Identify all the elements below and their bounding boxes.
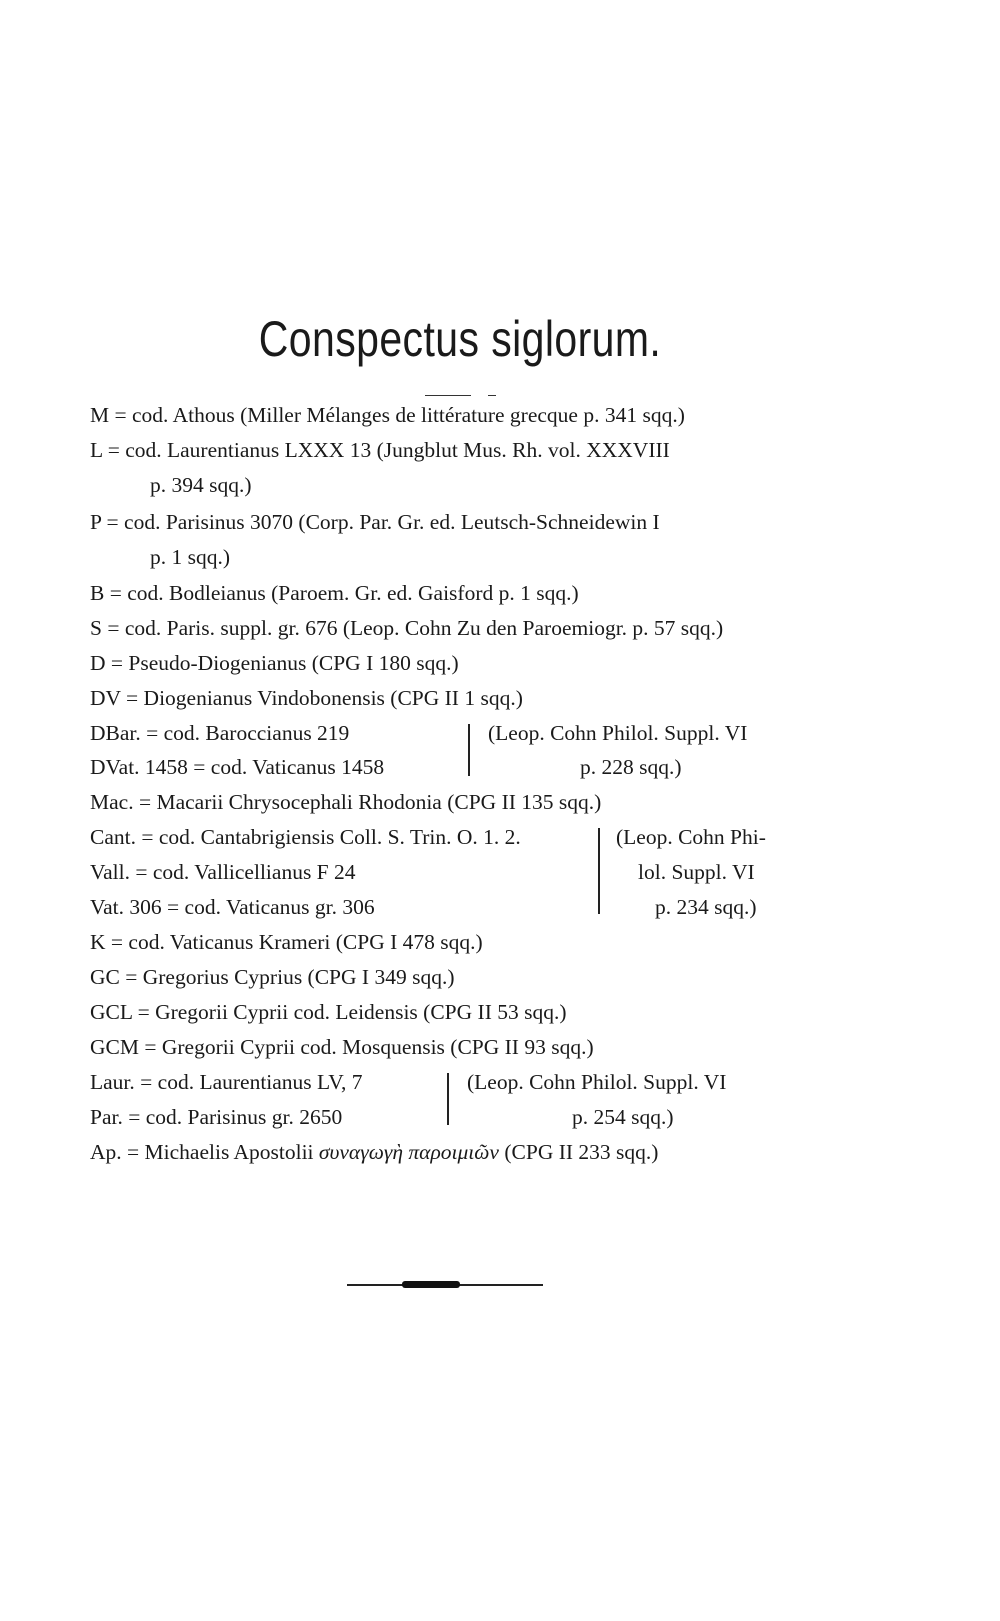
entry-m: M = cod. Athous (Miller Mélanges de littérature grecque p. 341 sqq.) bbox=[90, 403, 685, 427]
entry-dv: DV = Diogenianus Vindobonensis (CPG II 1 sqq.) bbox=[90, 686, 523, 710]
entry-laur: Laur. = cod. Laurentianus LV, 7 bbox=[90, 1070, 363, 1094]
group2-brace bbox=[598, 828, 600, 914]
entry-s: S = cod. Paris. suppl. gr. 676 (Leop. Cohn Zu den Paroemiogr. p. 57 sqq.) bbox=[90, 616, 724, 640]
entry-ap-source: (CPG II 233 sqq.) bbox=[498, 1140, 659, 1164]
entry-d: D = Pseudo-Diogenianus (CPG I 180 sqq.) bbox=[90, 651, 459, 675]
group2-note-line1: (Leop. Cohn Phi- bbox=[616, 825, 766, 849]
entry-dbar: DBar. = cod. Baroccianus 219 bbox=[90, 721, 350, 745]
group1-note-line2: p. 228 sqq.) bbox=[580, 755, 682, 779]
group1-note-line1: (Leop. Cohn Philol. Suppl. VI bbox=[488, 721, 748, 745]
entry-p-continued: p. 1 sqq.) bbox=[150, 545, 231, 569]
title-rule bbox=[425, 395, 471, 396]
group1-brace bbox=[468, 724, 470, 776]
entry-ap bbox=[90, 1139, 658, 1165]
entry-gcl: GCL = Gregorii Cyprii cod. Leidensis (CPG II 53 sqq.) bbox=[90, 1000, 567, 1024]
entry-par: Par. = cod. Parisinus gr. 2650 bbox=[90, 1105, 343, 1129]
entry-ap-greek: συναγωγὴ παροιμιῶν bbox=[318, 1140, 499, 1164]
entry-l: L = cod. Laurentianus LXXX 13 (Jungblut Mus. Rh. vol. XXXVIII bbox=[90, 438, 670, 462]
page-title: Conspectus siglorum. bbox=[258, 311, 662, 367]
title-rule-dot bbox=[488, 395, 496, 396]
group3-brace bbox=[447, 1073, 449, 1125]
entry-k: K = cod. Vaticanus Krameri (CPG I 478 sqq.) bbox=[90, 930, 483, 954]
entry-p: P = cod. Parisinus 3070 (Corp. Par. Gr. ed. Leutsch-Schneidewin I bbox=[90, 510, 660, 534]
group3-note-line2: p. 254 sqq.) bbox=[572, 1105, 674, 1129]
entry-mac: Mac. = Macarii Chrysocephali Rhodonia (CPG II 135 sqq.) bbox=[90, 790, 602, 814]
entry-dvat: DVat. 1458 = cod. Vaticanus 1458 bbox=[90, 755, 385, 779]
entry-gcm: GCM = Gregorii Cyprii cod. Mosquensis (CPG II 93 sqq.) bbox=[90, 1035, 594, 1059]
entry-gc: GC = Gregorius Cyprius (CPG I 349 sqq.) bbox=[90, 965, 455, 989]
entry-vall: Vall. = cod. Vallicellianus F 24 bbox=[90, 860, 356, 884]
end-ornament-center bbox=[402, 1281, 460, 1288]
entry-l-continued: p. 394 sqq.) bbox=[150, 473, 252, 497]
group3-note-line1: (Leop. Cohn Philol. Suppl. VI bbox=[467, 1070, 727, 1094]
group2-note-line3: p. 234 sqq.) bbox=[655, 895, 757, 919]
entry-b: B = cod. Bodleianus (Paroem. Gr. ed. Gaisford p. 1 sqq.) bbox=[90, 581, 579, 605]
entry-cant: Cant. = cod. Cantabrigiensis Coll. S. Trin. O. 1. 2. bbox=[90, 825, 521, 849]
group2-note-line2: lol. Suppl. VI bbox=[638, 860, 755, 884]
entry-ap-text: Ap. = Michaelis Apostolii bbox=[90, 1140, 319, 1164]
entry-vat-306: Vat. 306 = cod. Vaticanus gr. 306 bbox=[90, 895, 375, 919]
